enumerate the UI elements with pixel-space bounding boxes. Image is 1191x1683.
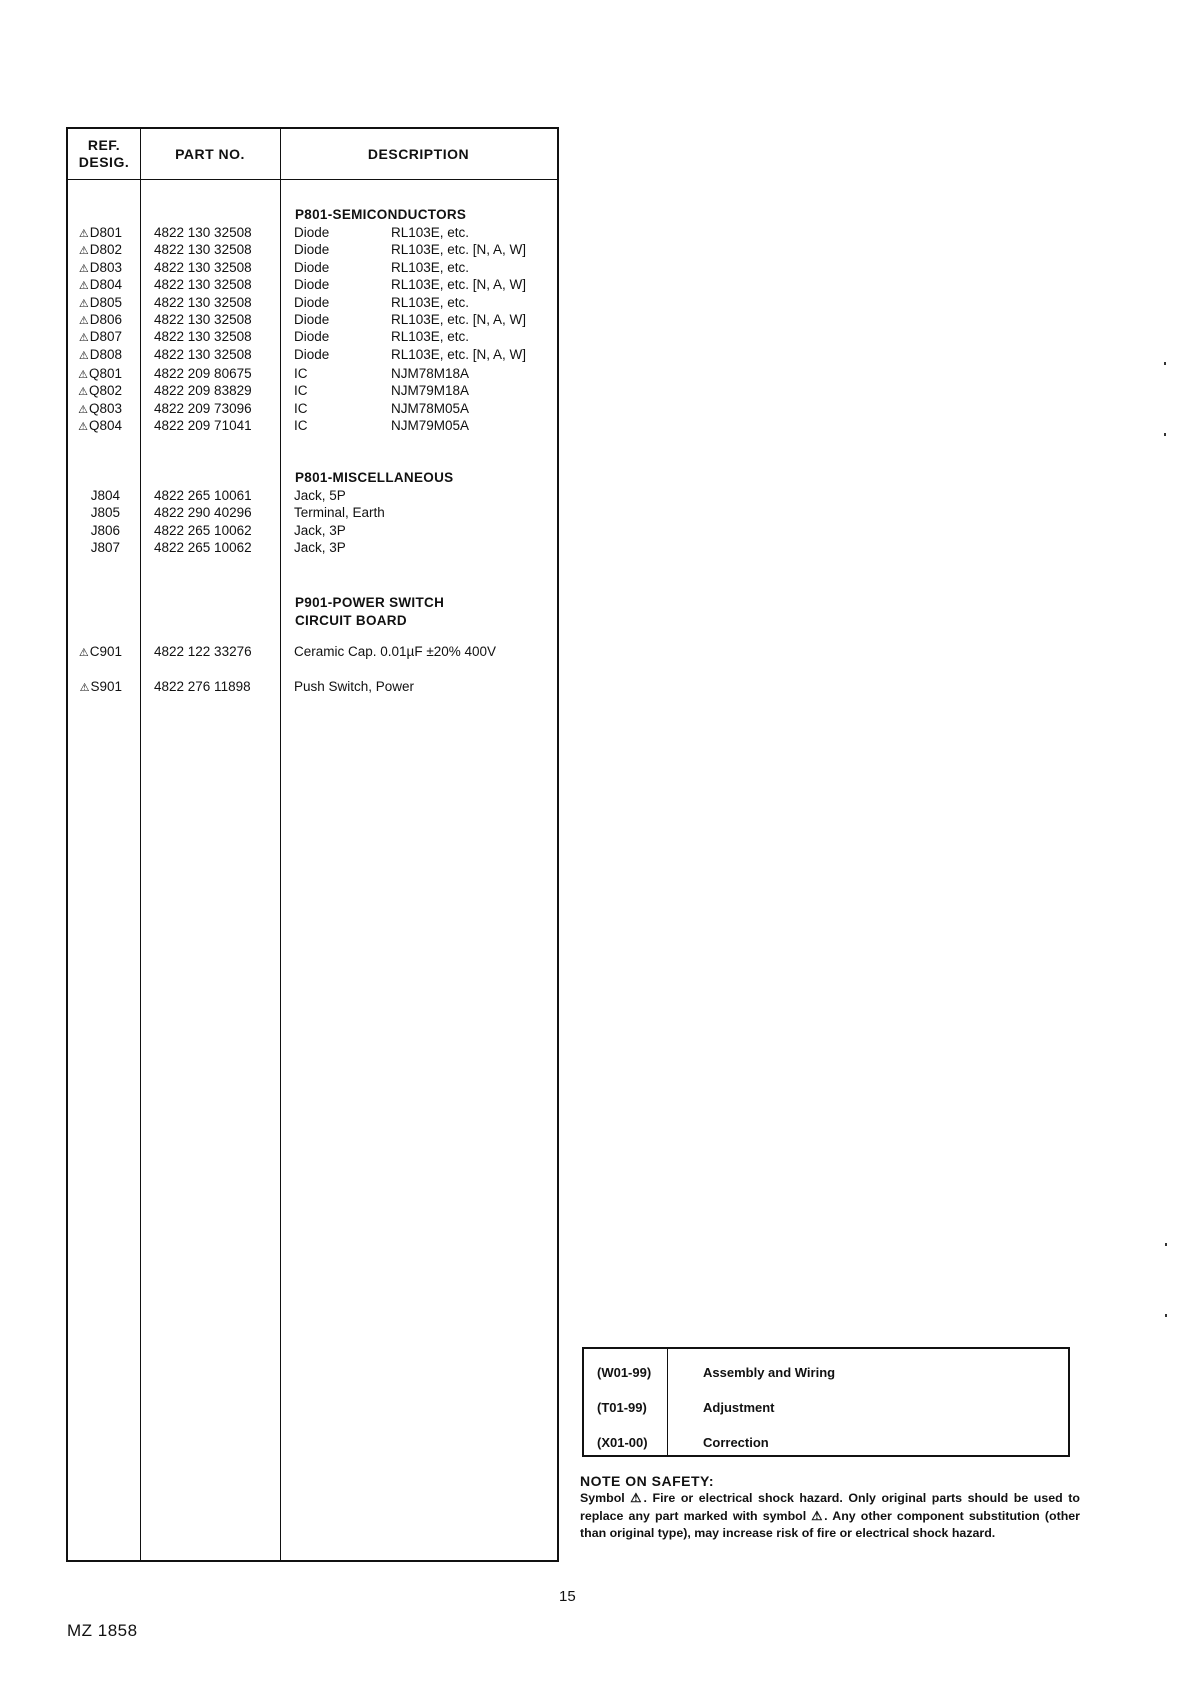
part-number: 4822 265 10061 xyxy=(154,488,252,503)
ref-designator-text: D805 xyxy=(89,294,122,310)
legend-row xyxy=(584,1363,1068,1383)
part-value: RL103E, etc. xyxy=(391,294,470,310)
part-value: NJM78M18A xyxy=(391,366,470,381)
safety-warning-icon: ⚠ xyxy=(78,297,89,310)
part-description: Push Switch, Power xyxy=(294,679,415,694)
table-row xyxy=(68,504,557,521)
ref-designator xyxy=(68,241,122,260)
ref-designator xyxy=(68,504,120,521)
safety-note-body: Symbol ⚠. Fire or electrical shock hazard. Only original parts should be used to replace any part marked with symbol ⚠. Any other component substitution (other than original type), may increase risk of fire or electrical shock hazard. xyxy=(580,1491,1080,1540)
ref-designator xyxy=(68,400,122,419)
part-number: 4822 209 73096 xyxy=(154,400,252,416)
part-value: RL103E, etc. xyxy=(391,329,470,345)
part-description: IC xyxy=(294,383,308,399)
safety-warning-icon: ⚠ xyxy=(78,386,88,399)
header-ref-desig: REF. DESIG. xyxy=(78,137,130,170)
legend-label: Correction xyxy=(703,1435,769,1450)
part-number: 4822 290 40296 xyxy=(154,505,252,521)
part-description: Diode xyxy=(294,242,330,258)
safety-warning-icon: ⚠ xyxy=(78,647,89,659)
ref-designator-text: D804 xyxy=(89,277,122,293)
ref-designator xyxy=(68,311,122,330)
header-description: DESCRIPTION xyxy=(367,145,470,162)
safety-warning-icon: ⚠ xyxy=(78,315,89,327)
part-number: 4822 130 32508 xyxy=(154,277,252,293)
legend-code: (W01-99) xyxy=(597,1365,652,1380)
part-value: NJM78M05A xyxy=(391,400,470,416)
ref-designator xyxy=(68,224,122,243)
section-title-circuit-board: CIRCUIT BOARD xyxy=(295,613,407,628)
part-number: 4822 265 10062 xyxy=(154,522,252,538)
part-number: 4822 209 71041 xyxy=(154,418,252,434)
revision-legend-table xyxy=(582,1347,1070,1457)
scan-speck xyxy=(1165,1243,1167,1246)
part-value: RL103E, etc. xyxy=(391,225,470,240)
document-code: MZ 1858 xyxy=(67,1621,138,1640)
part-number: 4822 276 11898 xyxy=(154,679,251,694)
table-row xyxy=(68,365,557,382)
legend-label: Adjustment xyxy=(703,1400,775,1415)
ref-designator-text: C901 xyxy=(89,644,122,659)
table-row xyxy=(68,522,557,539)
ref-designator-text: D802 xyxy=(89,242,122,258)
ref-designator xyxy=(68,276,122,295)
ref-designator xyxy=(68,365,122,384)
safety-warning-icon: ⚠ xyxy=(78,332,89,345)
parts-list-table xyxy=(66,127,559,1562)
header-divider xyxy=(68,179,557,180)
safety-warning-icon: ⚠ xyxy=(78,403,88,416)
table-row xyxy=(68,417,557,434)
part-description: Jack, 5P xyxy=(294,488,346,503)
part-description: Diode xyxy=(294,277,330,293)
legend-code: (T01-99) xyxy=(597,1400,647,1415)
part-value: RL103E, etc. [N, A, W] xyxy=(391,312,527,327)
part-value: RL103E, etc. [N, A, W] xyxy=(391,242,527,258)
part-value: NJM79M05A xyxy=(391,418,470,434)
table-row xyxy=(68,276,557,293)
part-description: Diode xyxy=(294,294,330,310)
table-row xyxy=(68,400,557,417)
section-title-power-switch: P901-POWER SWITCH xyxy=(295,595,445,610)
safety-warning-icon: ⚠ xyxy=(78,245,89,258)
ref-designator-text: J806 xyxy=(90,522,120,538)
legend-row xyxy=(584,1433,1068,1453)
part-value: RL103E, etc. [N, A, W] xyxy=(391,346,527,362)
part-description: Diode xyxy=(294,312,330,327)
table-row xyxy=(68,346,557,363)
ref-designator xyxy=(68,487,120,504)
ref-designator-text: J807 xyxy=(90,540,120,556)
ref-designator-text: Q803 xyxy=(88,400,122,416)
ref-designator-text: D806 xyxy=(89,312,122,327)
part-value: RL103E, etc. xyxy=(391,259,470,275)
ref-designator xyxy=(68,678,122,697)
ref-designator-text: Q802 xyxy=(88,383,122,399)
safety-warning-icon: ⚠ xyxy=(78,421,88,434)
part-number: 4822 130 32508 xyxy=(154,346,252,362)
ref-designator-text: D803 xyxy=(89,259,122,275)
part-description: Terminal, Earth xyxy=(294,505,385,521)
part-description: Jack, 3P xyxy=(294,522,346,538)
table-row xyxy=(68,224,557,241)
part-description: IC xyxy=(294,400,308,416)
table-row xyxy=(68,241,557,258)
safety-warning-icon: ⚠ xyxy=(78,280,89,293)
part-number: 4822 209 83829 xyxy=(154,383,252,399)
scan-speck xyxy=(1164,433,1166,436)
part-number: 4822 209 80675 xyxy=(154,366,252,381)
ref-designator xyxy=(68,522,120,539)
table-row xyxy=(68,539,557,556)
safety-warning-icon: ⚠ xyxy=(78,228,89,240)
part-value: RL103E, etc. [N, A, W] xyxy=(391,277,527,293)
table-row xyxy=(68,678,557,695)
safety-warning-icon: ⚠ xyxy=(78,349,89,362)
ref-designator-text: S901 xyxy=(90,679,122,694)
part-number: 4822 130 32508 xyxy=(154,225,252,240)
legend-code: (X01-00) xyxy=(597,1435,648,1450)
ref-designator xyxy=(68,417,122,436)
table-row xyxy=(68,382,557,399)
legend-row xyxy=(584,1398,1068,1418)
ref-designator-text: J805 xyxy=(90,505,120,521)
page-number: 15 xyxy=(559,1588,576,1605)
part-number: 4822 130 32508 xyxy=(154,294,252,310)
scan-speck xyxy=(1164,362,1166,365)
table-row xyxy=(68,294,557,311)
part-value: NJM79M18A xyxy=(391,383,470,399)
ref-designator xyxy=(68,328,122,347)
part-number: 4822 130 32508 xyxy=(154,312,252,327)
part-description: Jack, 3P xyxy=(294,540,346,556)
table-row xyxy=(68,487,557,504)
ref-designator-text: Q804 xyxy=(88,418,122,434)
part-number: 4822 265 10062 xyxy=(154,540,252,556)
part-description: IC xyxy=(294,366,308,381)
section-title-miscellaneous: P801-MISCELLANEOUS xyxy=(295,470,454,485)
section-title-semiconductors: P801-SEMICONDUCTORS xyxy=(295,207,467,222)
safety-warning-icon: ⚠ xyxy=(78,369,88,381)
ref-designator-text: D808 xyxy=(89,346,122,362)
ref-designator xyxy=(68,259,122,278)
ref-designator xyxy=(68,294,122,313)
ref-designator xyxy=(68,382,122,401)
table-row xyxy=(68,328,557,345)
ref-designator-text: D801 xyxy=(89,225,122,240)
part-description: Diode xyxy=(294,329,330,345)
table-row xyxy=(68,259,557,276)
part-number: 4822 130 32508 xyxy=(154,259,252,275)
part-number: 4822 130 32508 xyxy=(154,242,252,258)
part-number: 4822 122 33276 xyxy=(154,644,252,659)
part-description: IC xyxy=(294,418,308,434)
ref-designator-text: D807 xyxy=(89,329,122,345)
part-description: Ceramic Cap. 0.01µF ±20% 400V xyxy=(294,644,497,659)
ref-designator-text: J804 xyxy=(90,488,120,503)
part-description: Diode xyxy=(294,225,330,240)
part-description: Diode xyxy=(294,346,330,362)
header-part-no: PART NO. xyxy=(175,145,245,162)
table-row xyxy=(68,311,557,328)
part-number: 4822 130 32508 xyxy=(154,329,252,345)
safety-warning-icon: ⚠ xyxy=(78,262,89,275)
part-description: Diode xyxy=(294,259,330,275)
safety-warning-icon: ⚠ xyxy=(79,682,90,694)
scan-speck xyxy=(1165,1314,1167,1317)
ref-designator xyxy=(68,539,120,556)
ref-designator xyxy=(68,346,122,365)
table-row xyxy=(68,643,557,660)
safety-note-title: NOTE ON SAFETY: xyxy=(580,1473,715,1489)
ref-designator xyxy=(68,643,122,662)
legend-label: Assembly and Wiring xyxy=(703,1365,836,1380)
ref-designator-text: Q801 xyxy=(88,366,122,381)
